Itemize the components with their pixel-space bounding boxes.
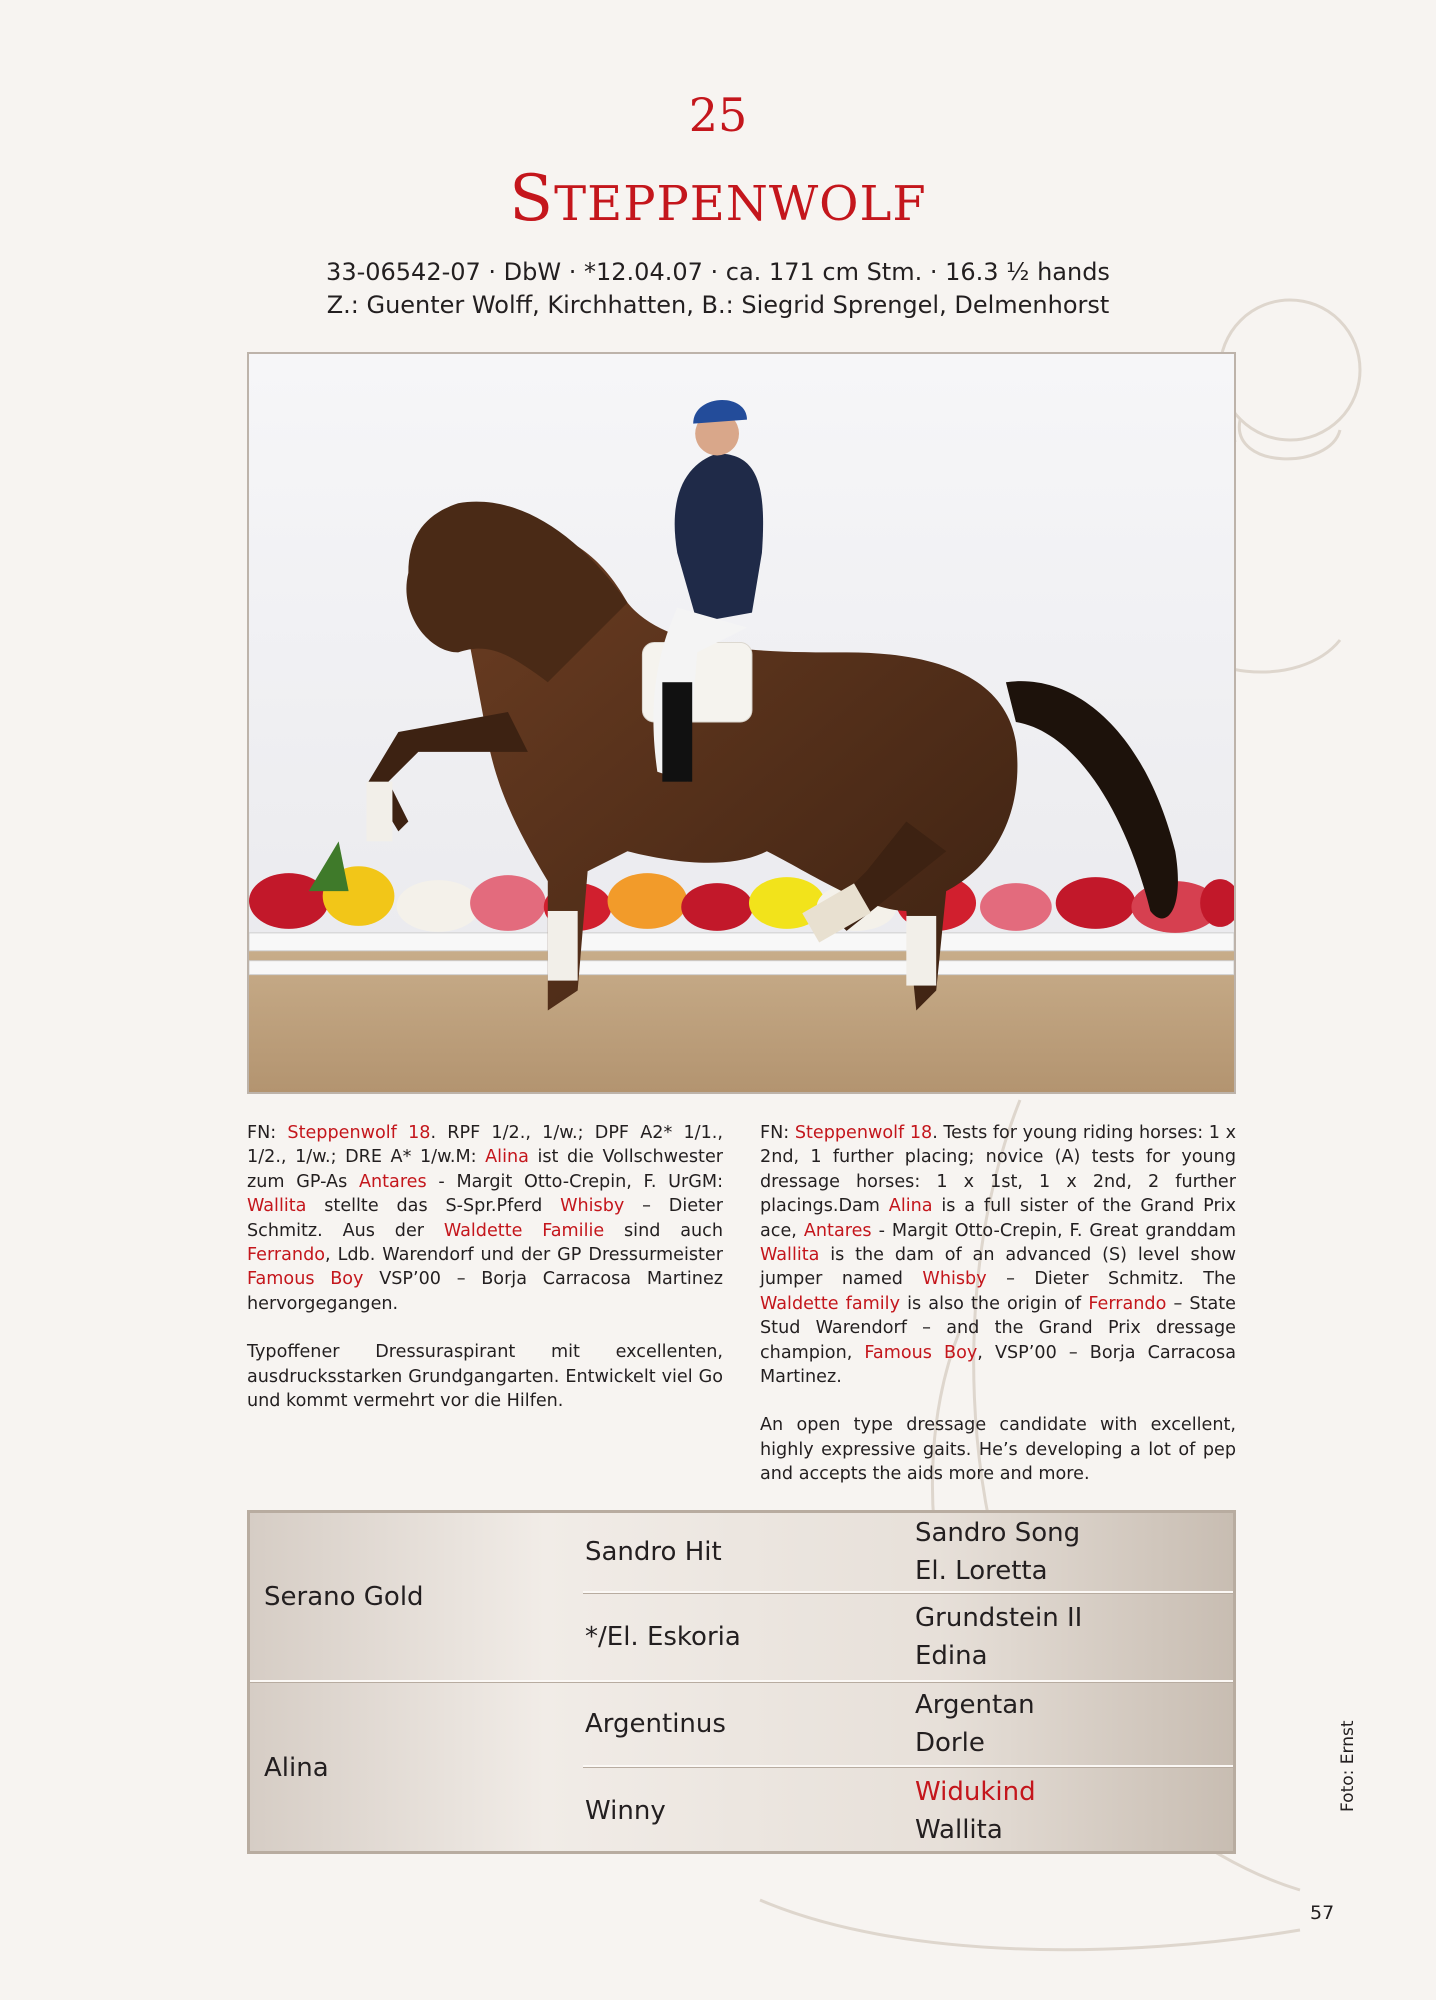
pedigree-dam-dam: Winny — [585, 1795, 666, 1826]
pedigree-gen3-group — [915, 1767, 1225, 1854]
horse-photo — [247, 352, 1236, 1094]
horse-name — [0, 162, 1436, 236]
pedigree-sdd: Edina — [915, 1640, 988, 1671]
pedigree-table — [247, 1510, 1236, 1854]
german-paragraph-1: FN: Steppenwolf 18. RPF 1/2., 1/w.; DPF A2* 1/1., 1/2., 1/w.; DRE A* 1/w.M: Alina ist die Vollschwester zum GP-As Antares - Margit Otto-Crepin, F. UrGM: Wallita stellte das S-Spr.Pferd Whisby – Dieter Schmitz. Aus der Waldette Familie sind auch Ferrando, Ldb. Warendorf und der GP Dressurmeister Famous Boy VSP’00 – Borja Carracosa Martinez hervorgegangen. — [247, 1123, 724, 1314]
pedigree-dam: Alina — [264, 1753, 329, 1783]
page-number: 57 — [1310, 1902, 1335, 1924]
pedigree-dss: Argentan — [915, 1689, 1035, 1720]
pedigree-gen3-group — [915, 1682, 1225, 1765]
photo-credit: Foto: Ernst — [1338, 1720, 1358, 1812]
pedigree-ssd: El. Loretta — [915, 1556, 1048, 1586]
pedigree-sire-dam: */El. Eskoria — [585, 1621, 741, 1652]
pedigree-sss: Sandro Song — [915, 1518, 1081, 1548]
pedigree-sds: Grundstein II — [915, 1602, 1083, 1633]
horse-name-rest: TEPPENWOLF — [554, 176, 927, 232]
pedigree-gen3-group — [915, 1513, 1225, 1591]
english-paragraph-2: An open type dressage candidate with excellent, highly expressive gaits. He’s developing a lot of pep and accepts the aids more and more. — [760, 1415, 1236, 1485]
german-paragraph-2: Typoffener Dressuraspirant mit excellenten, ausdrucksstarken Grundgangarten. Entwickelt viel Go und kommt vermehrt vor die Hilfen. — [247, 1342, 723, 1412]
english-description — [760, 1121, 1236, 1511]
horse-name-initial: S — [509, 162, 555, 236]
pedigree-gen3-group — [915, 1593, 1225, 1680]
pedigree-sire-sire: Sandro Hit — [585, 1537, 722, 1567]
english-paragraph-1: FN: Steppenwolf 18. Tests for young riding horses: 1 x 2nd, 1 further placing; novice (A) tests for young dressage horses: 1 x 1st, 1 x 2nd, 2 further placings.Dam Alina is a full sister of the Grand Prix ace, Antares - Margit Otto-Crepin, F. Great granddam Wallita is the dam of an advanced (S) level show jumper named Whisby – Dieter Schmitz. The Waldette family is also the origin of Ferrando – State Stud Warendorf – and the Grand Prix dressage champion, Famous Boy, VSP’00 – Borja Carracosa Martinez. — [760, 1123, 1237, 1388]
breeder-owner-line: Z.: Guenter Wolff, Kirchhatten, B.: Siegrid Sprengel, Delmenhorst — [326, 291, 1110, 319]
pedigree-sire: Serano Gold — [264, 1581, 424, 1612]
lot-number: 25 — [688, 88, 748, 142]
german-description — [247, 1121, 723, 1437]
horse-info-line: 33-06542-07 · DbW · *12.04.07 · ca. 171 cm Stm. · 16.3 ½ hands — [326, 258, 1110, 286]
pedigree-ddd: Wallita — [915, 1814, 1003, 1845]
pedigree-dds: Widukind — [915, 1776, 1036, 1807]
fn-name-link: Steppenwolf 18 — [794, 1123, 933, 1143]
pedigree-dsd: Dorle — [915, 1727, 985, 1758]
fn-name-link: Steppenwolf 18 — [287, 1123, 431, 1143]
pedigree-dam-sire: Argentinus — [585, 1708, 726, 1739]
